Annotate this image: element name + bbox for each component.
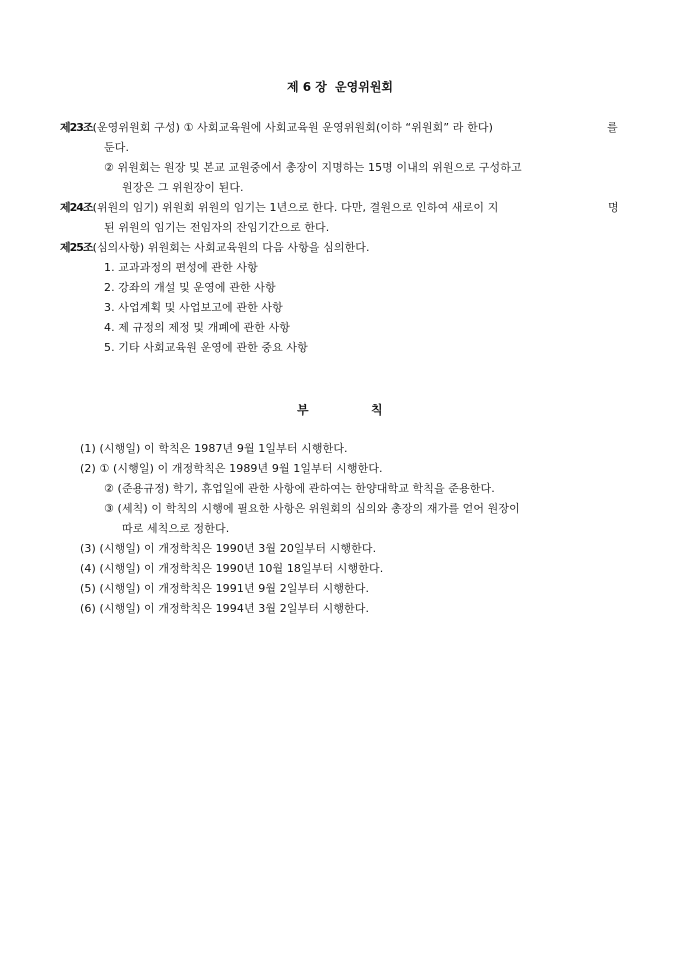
article-24-number: 제24조 bbox=[60, 201, 93, 214]
list-item: 1. 교과과정의 편성에 관한 사항 bbox=[104, 261, 258, 274]
supplementary-line: (3) (시행일) 이 개정학칙은 1990년 3월 20일부터 시행한다. bbox=[80, 542, 377, 555]
supplementary-heading-part2: 칙 bbox=[371, 403, 383, 417]
article-24-line1-end: 명 bbox=[608, 201, 619, 214]
article-24-text: (위원의 임기) 위원회 위원의 임기는 1년으로 한다. 다만, 결원으로 인하여 새로이 지 bbox=[92, 201, 499, 214]
supplementary-line: (2) ① (시행일) 이 개정학칙은 1989년 9월 1일부터 시행한다. bbox=[80, 462, 383, 475]
supplementary-line: (5) (시행일) 이 개정학칙은 1991년 9월 2일부터 시행한다. bbox=[80, 582, 370, 595]
list-item: 3. 사업계획 및 사업보고에 관한 사항 bbox=[104, 301, 283, 314]
article-23-text: (운영위원회 구성) ① 사회교육원에 사회교육원 운영위원회(이하 “위원회” 라 한다) bbox=[92, 121, 493, 134]
supplementary-line: ② (준용규정) 학기, 휴업일에 관한 사항에 관하여는 한양대학교 학칙을 준용한다. bbox=[104, 482, 495, 495]
list-item: 4. 제 규정의 제정 및 개폐에 관한 사항 bbox=[104, 321, 291, 334]
chapter-number: 제 6 장 bbox=[286, 80, 327, 94]
chapter-title bbox=[0, 77, 680, 97]
article-23-paragraph2-line1: ② 위원회는 원장 및 본교 교원중에서 총장이 지명하는 15명 이내의 위원으로 구성하고 bbox=[104, 161, 522, 174]
supplementary-heading-part1: 부 bbox=[297, 403, 309, 417]
article-23-paragraph2-line2: 원장은 그 위원장이 된다. bbox=[122, 181, 244, 194]
article-23-number: 제23조 bbox=[60, 121, 93, 134]
list-item: 2. 강좌의 개설 및 운영에 관한 사항 bbox=[104, 281, 276, 294]
list-item: 5. 기타 사회교육원 운영에 관한 중요 사항 bbox=[104, 341, 308, 354]
supplementary-line: (6) (시행일) 이 개정학칙은 1994년 3월 2일부터 시행한다. bbox=[80, 602, 370, 615]
supplementary-line: 따로 세칙으로 정한다. bbox=[122, 522, 230, 535]
supplementary-line: (4) (시행일) 이 개정학칙은 1990년 10월 18일부터 시행한다. bbox=[80, 562, 384, 575]
article-24-line1 bbox=[60, 198, 498, 218]
article-23-line2: 둔다. bbox=[104, 141, 130, 154]
article-23-line1 bbox=[60, 118, 493, 138]
article-25-text: (심의사항) 위원회는 사회교육원의 다음 사항을 심의한다. bbox=[92, 241, 370, 254]
article-24-line2: 된 위원의 임기는 전임자의 잔임기간으로 한다. bbox=[104, 221, 330, 234]
article-25-number: 제25조 bbox=[60, 241, 93, 254]
chapter-name: 운영위원회 bbox=[335, 80, 394, 94]
article-25-line1 bbox=[60, 238, 370, 258]
supplementary-line: (1) (시행일) 이 학칙은 1987년 9월 1일부터 시행한다. bbox=[80, 442, 348, 455]
article-23-line1-end: 를 bbox=[607, 121, 618, 134]
supplementary-line: ③ (세칙) 이 학칙의 시행에 필요한 사항은 위원회의 심의와 총장의 재가를 얻어 원장이 bbox=[104, 502, 520, 515]
